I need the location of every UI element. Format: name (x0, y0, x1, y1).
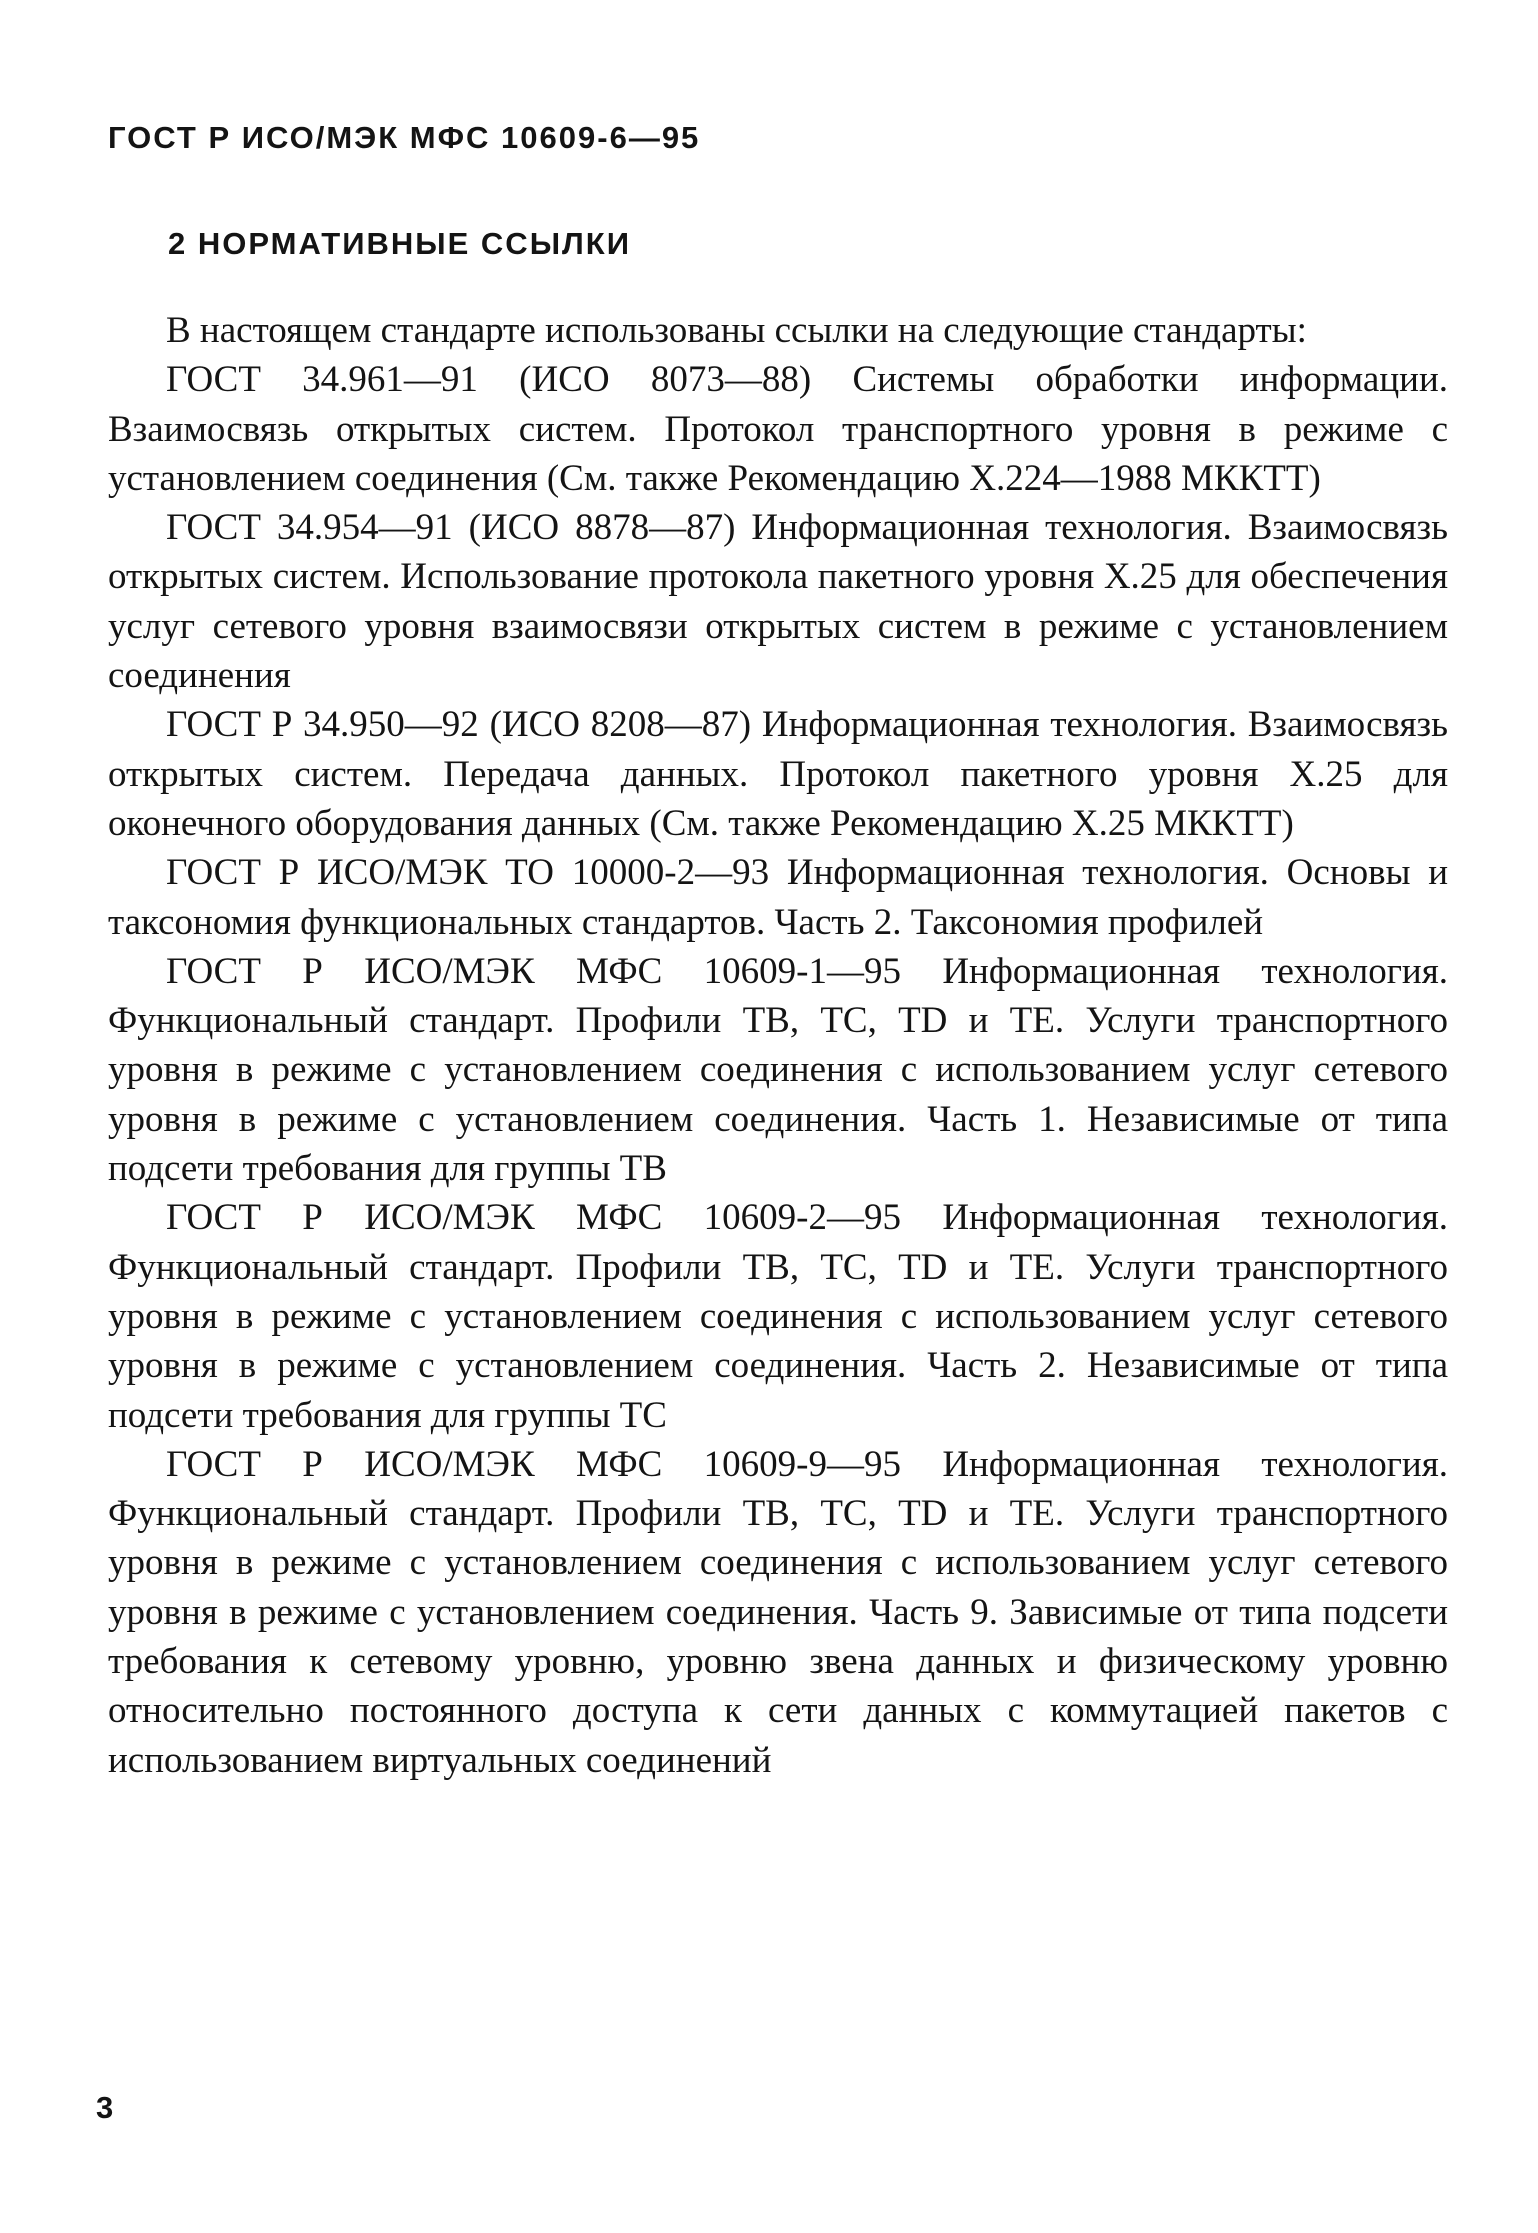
body-text (108, 306, 1448, 1785)
reference-item: ГОСТ Р ИСО/МЭК МФС 10609-2—95 Информационная технология. Функциональный стандарт. Профили ТВ, ТС, TD и ТЕ. Услуги транспортного уровня в режиме с установлением соединения с использованием услуг сетевого уровня в режиме с установлением соединения. Часть 2. Независимые от типа подсети требования для группы ТС (108, 1197, 1448, 1436)
intro-paragraph: В настоящем стандарте использованы ссылки на следующие стандарты: (166, 310, 1307, 351)
reference-item: ГОСТ 34.961—91 (ИСО 8073—88) Системы обработки информации. Взаимосвязь открытых систем. Протокол транспортного уровня в режиме с установлением соединения (См. также Рекомендацию Х.224—1988 МККТТ) (108, 359, 1448, 499)
page-number: 3 (96, 2090, 114, 2125)
reference-item: ГОСТ Р ИСО/МЭК МФС 10609-1—95 Информационная технология. Функциональный стандарт. Профили ТВ, ТС, TD и ТЕ. Услуги транспортного уровня в режиме с установлением соединения с использованием услуг сетевого уровня в режиме с установлением соединения. Часть 1. Независимые от типа подсети требования для группы ТВ (108, 950, 1448, 1190)
reference-item: ГОСТ Р 34.950—92 (ИСО 8208—87) Информационная технология. Взаимосвязь открытых систем. Передача данных. Протокол пакетного уровня Х.25 для оконечного оборудования данных (См. также Рекомендацию Х.25 МККТТ) (108, 704, 1448, 844)
reference-item: ГОСТ Р ИСО/МЭК МФС 10609-9—95 Информационная технология. Функциональный стандарт. Профили ТВ, ТС, TD и ТЕ. Услуги транспортного уровня в режиме с установлением соединения с использованием услуг сетевого уровня в режиме с установлением соединения. Часть 9. Зависимые от типа подсети требования к сетевому уровню, уровню звена данных и физическому уровню относительно постоянного доступа к сети данных с коммутацией пакетов с использованием виртуальных соединений (108, 1443, 1448, 1781)
reference-item: ГОСТ Р ИСО/МЭК ТО 10000-2—93 Информационная технология. Основы и таксономия функциональных стандартов. Часть 2. Таксономия профилей (108, 852, 1448, 943)
section-title: 2 НОРМАТИВНЫЕ ССЫЛКИ (168, 226, 631, 261)
reference-item: ГОСТ 34.954—91 (ИСО 8878—87) Информационная технология. Взаимосвязь открытых систем. Использование протокола пакетного уровня Х.25 для обеспечения услуг сетевого уровня взаимосвязи открытых систем в режиме с установлением соединения (108, 507, 1448, 697)
running-header: ГОСТ Р ИСО/МЭК МФС 10609-6—95 (108, 120, 701, 155)
